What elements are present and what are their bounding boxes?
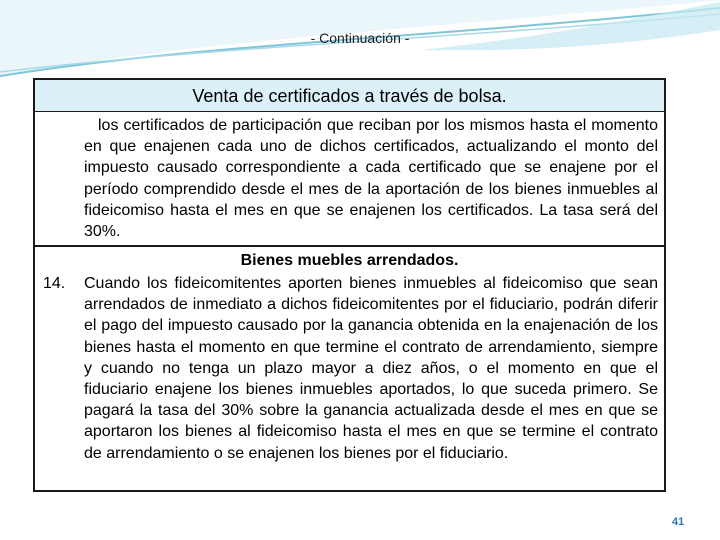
section-title: Venta de certificados a través de bolsa. [192, 86, 507, 106]
section-2-cell [35, 246, 664, 490]
paragraph-1-cell [35, 112, 664, 246]
paragraph-1: los certificados de participación que reciban por los mismos hasta el momento en que enajenen cada uno de dichos certificados, actualizando el monto del impuesto causado correspondiente a cada certificado que se enajene por el período comprendido desde el mes de la aportación de los bienes inmuebles al fideicomiso hasta el mes en que se enajenen los certificados. La tasa será del 30%. [84, 117, 658, 241]
paragraph-2: Cuando los fideicomitentes aporten bienes inmuebles al fideicomiso que sean arrendados de inmediato a dichos fideicomitentes por el fiduciario, podrán diferir el pago del impuesto causado por la ganancia obtenida en la enajenación de los bienes hasta el momento en que termine el contrato de arrendamiento, siempre y cuando no tenga un plazo mayor a diez años, o el momento en que el fiduciario enajene los bienes inmuebles aportados, lo que suceda primero. Se pagará la tasa del 30% sobre la ganancia actualizada desde el mes en que se aportaron los bienes al fideicomiso hasta el mes en que se termine el contrato de arrendamiento o se enajenen los bienes por el fiduciario. [84, 275, 658, 462]
section-2-title: Bienes muebles arrendados. [240, 252, 459, 269]
page-number: 41 [672, 516, 685, 528]
content-box [33, 78, 666, 492]
title-band [35, 80, 664, 112]
item-number: 14. [43, 275, 66, 292]
continuation-label: - Continuación - [310, 30, 410, 46]
